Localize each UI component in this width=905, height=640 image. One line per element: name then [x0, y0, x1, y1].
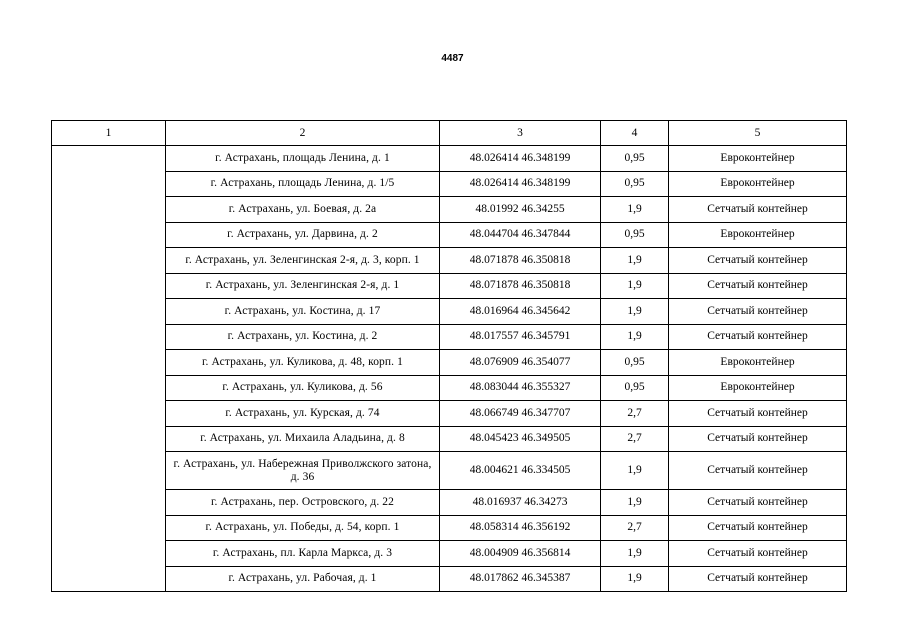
table-row — [52, 273, 847, 299]
volume-cell: 1,9 — [601, 490, 669, 516]
container-type-cell: Евроконтейнер — [669, 146, 847, 172]
container-type-cell: Сетчатый контейнер — [669, 490, 847, 516]
coordinates-cell: 48.01992 46.34255 — [440, 197, 601, 223]
table-row — [52, 426, 847, 452]
volume-cell: 1,9 — [601, 452, 669, 490]
volume-cell: 2,7 — [601, 401, 669, 427]
container-type-cell: Сетчатый контейнер — [669, 452, 847, 490]
volume-cell: 2,7 — [601, 515, 669, 541]
volume-cell: 0,95 — [601, 375, 669, 401]
column-header-2: 2 — [166, 121, 440, 146]
volume-cell: 1,9 — [601, 324, 669, 350]
table-row — [52, 146, 847, 172]
volume-cell: 0,95 — [601, 146, 669, 172]
header-row — [52, 121, 847, 146]
coordinates-cell: 48.083044 46.355327 — [440, 375, 601, 401]
container-type-cell: Евроконтейнер — [669, 350, 847, 376]
table-row — [52, 197, 847, 223]
table-row — [52, 171, 847, 197]
container-type-cell: Евроконтейнер — [669, 375, 847, 401]
table-row — [52, 248, 847, 274]
table-row — [52, 222, 847, 248]
volume-cell: 1,9 — [601, 299, 669, 325]
address-cell: г. Астрахань, пер. Островского, д. 22 — [166, 490, 440, 516]
coordinates-cell: 48.071878 46.350818 — [440, 273, 601, 299]
column-header-3: 3 — [440, 121, 601, 146]
coordinates-cell: 48.045423 46.349505 — [440, 426, 601, 452]
table-row — [52, 401, 847, 427]
volume-cell: 1,9 — [601, 541, 669, 567]
table-row — [52, 299, 847, 325]
address-cell: г. Астрахань, ул. Зеленгинская 2-я, д. 1 — [166, 273, 440, 299]
table-row — [52, 566, 847, 592]
column-header-1: 1 — [52, 121, 166, 146]
address-cell: г. Астрахань, пл. Карла Маркса, д. 3 — [166, 541, 440, 567]
container-type-cell: Сетчатый контейнер — [669, 541, 847, 567]
container-type-cell: Сетчатый контейнер — [669, 197, 847, 223]
volume-cell: 1,9 — [601, 197, 669, 223]
table-row — [52, 490, 847, 516]
table-row — [52, 541, 847, 567]
address-cell: г. Астрахань, ул. Куликова, д. 48, корп. 1 — [166, 350, 440, 376]
coordinates-cell: 48.076909 46.354077 — [440, 350, 601, 376]
coordinates-cell: 48.066749 46.347707 — [440, 401, 601, 427]
coordinates-cell: 48.016937 46.34273 — [440, 490, 601, 516]
container-sites-table — [51, 120, 847, 592]
coordinates-cell: 48.026414 46.348199 — [440, 146, 601, 172]
address-cell: г. Астрахань, ул. Михаила Аладьина, д. 8 — [166, 426, 440, 452]
volume-cell: 0,95 — [601, 171, 669, 197]
coordinates-cell: 48.017862 46.345387 — [440, 566, 601, 592]
address-cell: г. Астрахань, ул. Дарвина, д. 2 — [166, 222, 440, 248]
coordinates-cell: 48.026414 46.348199 — [440, 171, 601, 197]
volume-cell: 2,7 — [601, 426, 669, 452]
address-cell: г. Астрахань, площадь Ленина, д. 1/5 — [166, 171, 440, 197]
column-1-merged-cell — [52, 146, 166, 592]
column-header-5: 5 — [669, 121, 847, 146]
address-cell: г. Астрахань, ул. Куликова, д. 56 — [166, 375, 440, 401]
address-cell: г. Астрахань, площадь Ленина, д. 1 — [166, 146, 440, 172]
volume-cell: 1,9 — [601, 248, 669, 274]
coordinates-cell: 48.058314 46.356192 — [440, 515, 601, 541]
container-type-cell: Евроконтейнер — [669, 222, 847, 248]
address-cell: г. Астрахань, ул. Рабочая, д. 1 — [166, 566, 440, 592]
address-cell: г. Астрахань, ул. Зеленгинская 2-я, д. 3, корп. 1 — [166, 248, 440, 274]
volume-cell: 1,9 — [601, 273, 669, 299]
table-row — [52, 515, 847, 541]
table-row — [52, 452, 847, 490]
page-number: 4487 — [441, 53, 464, 64]
column-header-4: 4 — [601, 121, 669, 146]
address-cell: г. Астрахань, ул. Набережная Приволжского затона, д. 36 — [166, 452, 440, 490]
container-type-cell: Сетчатый контейнер — [669, 299, 847, 325]
address-cell: г. Астрахань, ул. Курская, д. 74 — [166, 401, 440, 427]
container-type-cell: Сетчатый контейнер — [669, 426, 847, 452]
container-type-cell: Сетчатый контейнер — [669, 566, 847, 592]
container-type-cell: Сетчатый контейнер — [669, 324, 847, 350]
container-type-cell: Сетчатый контейнер — [669, 515, 847, 541]
address-cell: г. Астрахань, ул. Костина, д. 2 — [166, 324, 440, 350]
coordinates-cell: 48.016964 46.345642 — [440, 299, 601, 325]
volume-cell: 1,9 — [601, 566, 669, 592]
table-row — [52, 375, 847, 401]
container-type-cell: Евроконтейнер — [669, 171, 847, 197]
volume-cell: 0,95 — [601, 350, 669, 376]
volume-cell: 0,95 — [601, 222, 669, 248]
address-cell: г. Астрахань, ул. Победы, д. 54, корп. 1 — [166, 515, 440, 541]
container-type-cell: Сетчатый контейнер — [669, 401, 847, 427]
address-cell: г. Астрахань, ул. Боевая, д. 2а — [166, 197, 440, 223]
coordinates-cell: 48.017557 46.345791 — [440, 324, 601, 350]
table-body — [52, 146, 847, 592]
address-cell: г. Астрахань, ул. Костина, д. 17 — [166, 299, 440, 325]
table-row — [52, 324, 847, 350]
container-type-cell: Сетчатый контейнер — [669, 273, 847, 299]
coordinates-cell: 48.044704 46.347844 — [440, 222, 601, 248]
container-type-cell: Сетчатый контейнер — [669, 248, 847, 274]
coordinates-cell: 48.004621 46.334505 — [440, 452, 601, 490]
coordinates-cell: 48.071878 46.350818 — [440, 248, 601, 274]
table-row — [52, 350, 847, 376]
coordinates-cell: 48.004909 46.356814 — [440, 541, 601, 567]
